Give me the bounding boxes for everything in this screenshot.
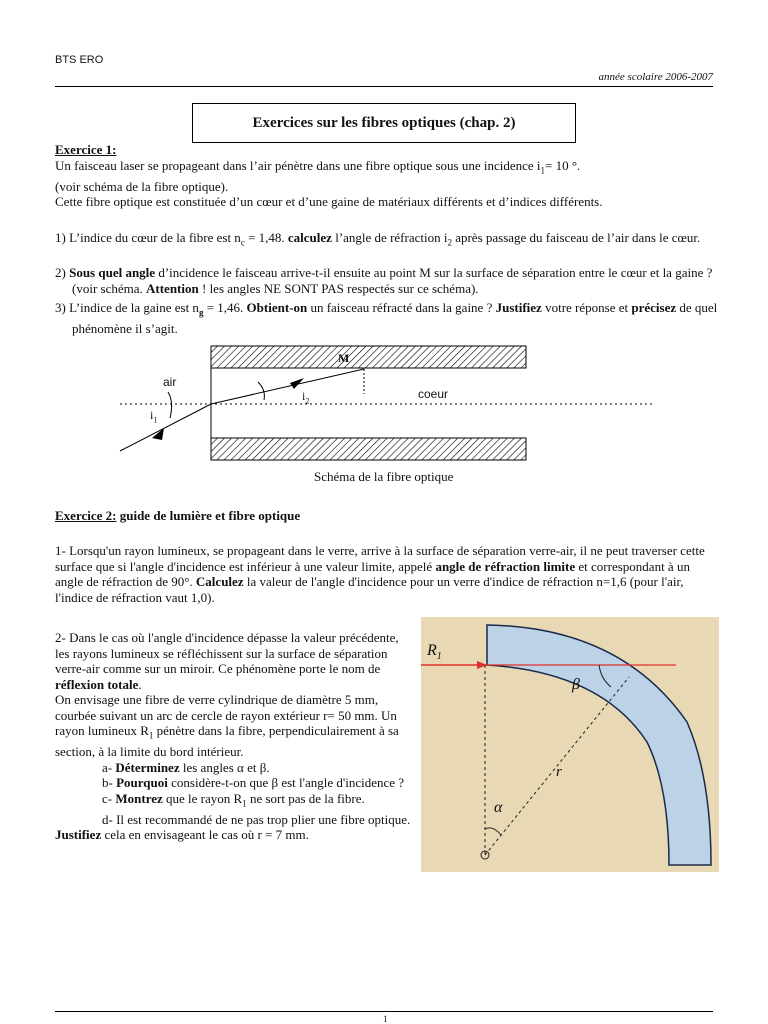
incident-ray: [120, 404, 211, 451]
p2-bold: réflexion totale: [55, 676, 139, 692]
fiber-diagram: [110, 340, 670, 470]
item-c: [55, 791, 415, 812]
q2-bold2: Attention: [146, 280, 199, 296]
label-i2-sub: 2: [305, 396, 310, 406]
p2-text-c: On envisage une fibre de verre cylindrique de diamètre 5 mm, courbée suivant un arc de cercle de rayon extérieur r= 50 mm. Un rayon lumineux R: [55, 692, 397, 738]
label-alpha: α: [494, 799, 503, 816]
intro-line2: (voir schéma de la fibre optique).: [55, 178, 229, 194]
cladding-bottom: [211, 438, 526, 460]
item-d-text1: Il est recommandé de ne pas trop plier une fibre optique.: [112, 811, 411, 827]
item-c-text2: ne sort pas de la fibre.: [246, 790, 365, 806]
item-c-sub: 1: [242, 798, 247, 809]
exercise2-p2: [55, 630, 415, 843]
intro-line3: Cette fibre optique est constituée d’un cœur et d’une gaine de matériaux différents et d’indices différents.: [55, 194, 603, 210]
exercise1-heading: Exercice 1:: [55, 142, 117, 157]
exercise1-q2: [55, 265, 732, 296]
q1-num: 1): [55, 230, 66, 245]
item-b: [55, 775, 415, 791]
item-c-text1: que le rayon R: [162, 790, 243, 806]
label-i2-text: i: [302, 389, 306, 403]
q3-bold2: Justifiez: [495, 300, 542, 315]
q3-text-c: un faisceau réfracté dans la gaine ?: [307, 300, 493, 315]
p2-text-d: pénètre dans la fibre, perpendiculairement à sa section, à la limite du bord intérieur.: [55, 723, 399, 760]
q1-text-d: après passage du faisceau de l’air dans le cœur.: [451, 230, 701, 245]
angle-i2-arc: [258, 382, 264, 400]
item-d-text2: cela en envisageant le cas où r = 7 mm.: [101, 827, 309, 843]
label-R-sub: 1: [436, 651, 442, 663]
item-b-text: considère-t-on que β est l'angle d'incidence ?: [167, 775, 405, 791]
item-a-bold: Déterminez: [115, 759, 180, 775]
exercise1-q1: [55, 230, 732, 251]
intro-line1: Un faisceau laser se propageant dans l’air pénètre dans une fibre optique sous une incidence i: [55, 157, 541, 173]
label-R1: [427, 642, 442, 662]
bent-fiber-figure: [421, 617, 719, 872]
p1-text-b: et correspondant à un angle de réfraction de 90°.: [55, 558, 690, 589]
label-R: R: [427, 642, 437, 659]
intro-sub: 1: [540, 165, 546, 176]
p1-bold1: angle de réfraction limite: [435, 558, 576, 574]
header-course: BTS ERO: [55, 54, 104, 66]
label-i1-sub: 1: [153, 415, 158, 425]
diagram-caption: Schéma de la fibre optique: [314, 469, 454, 484]
label-r: r: [556, 764, 562, 780]
q1-text-a: L’indice du cœur de la fibre est n: [69, 230, 241, 245]
page-title: Exercices sur les fibres optiques (chap. 2): [192, 103, 576, 143]
q3-text-b: = 1,46.: [203, 300, 244, 315]
q2-text-a: d’incidence le faisceau arrive-t-il ensuite au point M sur la surface de séparation entre le cœur et la gaine ? (voir schéma.: [72, 265, 713, 296]
item-a-pre: a-: [102, 759, 113, 775]
p1-text-c: la valeur de l'angle d'incidence pour un verre d'indice de réfraction n=1,6 (pour l'air, l'indice de réfraction vaut 1,0).: [55, 574, 684, 605]
exercise1-intro: [55, 142, 715, 210]
label-coeur: coeur: [418, 387, 449, 401]
q1-sub: c: [240, 237, 245, 248]
footer-rule: [55, 1011, 713, 1012]
item-d: [55, 812, 415, 843]
label-i1: [150, 408, 157, 424]
cladding-top: [211, 346, 526, 368]
q2-bold1: Sous quel angle: [69, 265, 156, 280]
q3-sub: g: [198, 307, 204, 318]
p2-text-a: 2- Dans le cas où l'angle d'incidence dépasse la valeur précédente, les rayons lumineux se réfléchissent sur la surface de séparation verre-air comme sur un miroir. Ce phénomène porte le nom de: [55, 630, 399, 676]
label-beta: β: [572, 676, 580, 693]
exercise2-heading: Exercice 2:: [55, 508, 117, 523]
exercise2-p1: [55, 543, 715, 605]
label-air: air: [163, 375, 177, 389]
label-i2: [302, 389, 309, 405]
exercise1-q3: [55, 300, 732, 337]
header-rule: [55, 86, 713, 87]
p1-bold2: Calculez: [195, 574, 244, 589]
item-d-pre: d-: [102, 811, 113, 827]
q1-sub2: 2: [447, 237, 452, 248]
q3-text-a: L’indice de la gaine est n: [69, 300, 199, 315]
angle-i1-arc: [168, 392, 172, 418]
q3-text-e: de quel phénomène il s’agit.: [72, 300, 718, 337]
exercise2-subtitle: guide de lumière et fibre optique: [119, 508, 301, 523]
refracted-ray: [211, 369, 364, 404]
q2-text-b: ! les angles NE SONT PAS respectés sur ce schéma).: [198, 280, 479, 296]
item-b-bold: Pourquoi: [116, 775, 168, 791]
label-i1-text: i: [150, 408, 154, 422]
q1-bold: calculez: [287, 230, 332, 245]
item-c-bold: Montrez: [115, 790, 163, 806]
q3-text-d: votre réponse et: [541, 300, 629, 315]
q2-num: 2): [55, 265, 66, 280]
item-a: [55, 760, 415, 776]
p2-text-b: .: [138, 676, 142, 692]
q3-num: 3): [55, 300, 66, 315]
item-b-pre: b-: [102, 775, 113, 791]
label-M: M: [338, 351, 350, 365]
q1-text-c: l’angle de réfraction i: [331, 230, 448, 245]
header-year: année scolaire 2006-2007: [598, 71, 713, 83]
exercise2-heading-line: [55, 508, 715, 524]
page-number: 1: [383, 1014, 388, 1024]
q3-bold1: Obtient-on: [246, 300, 308, 315]
item-d-bold: Justifiez: [55, 827, 102, 843]
p1-text-a: 1- Lorsqu'un rayon lumineux, se propageant dans le verre, arrive à la surface de séparation verre-air, il ne peut traverser cette surface que si l'angle d'incidence est inférieur à une valeur limite, appelé: [55, 543, 705, 574]
q3-bold3: précisez: [631, 300, 677, 315]
item-c-pre: c-: [102, 790, 113, 806]
intro-end: = 10 °.: [545, 157, 581, 173]
item-a-text: les angles α et β.: [179, 759, 270, 775]
q1-text-b: = 1,48.: [244, 230, 285, 245]
p2-sub: 1: [148, 730, 154, 741]
